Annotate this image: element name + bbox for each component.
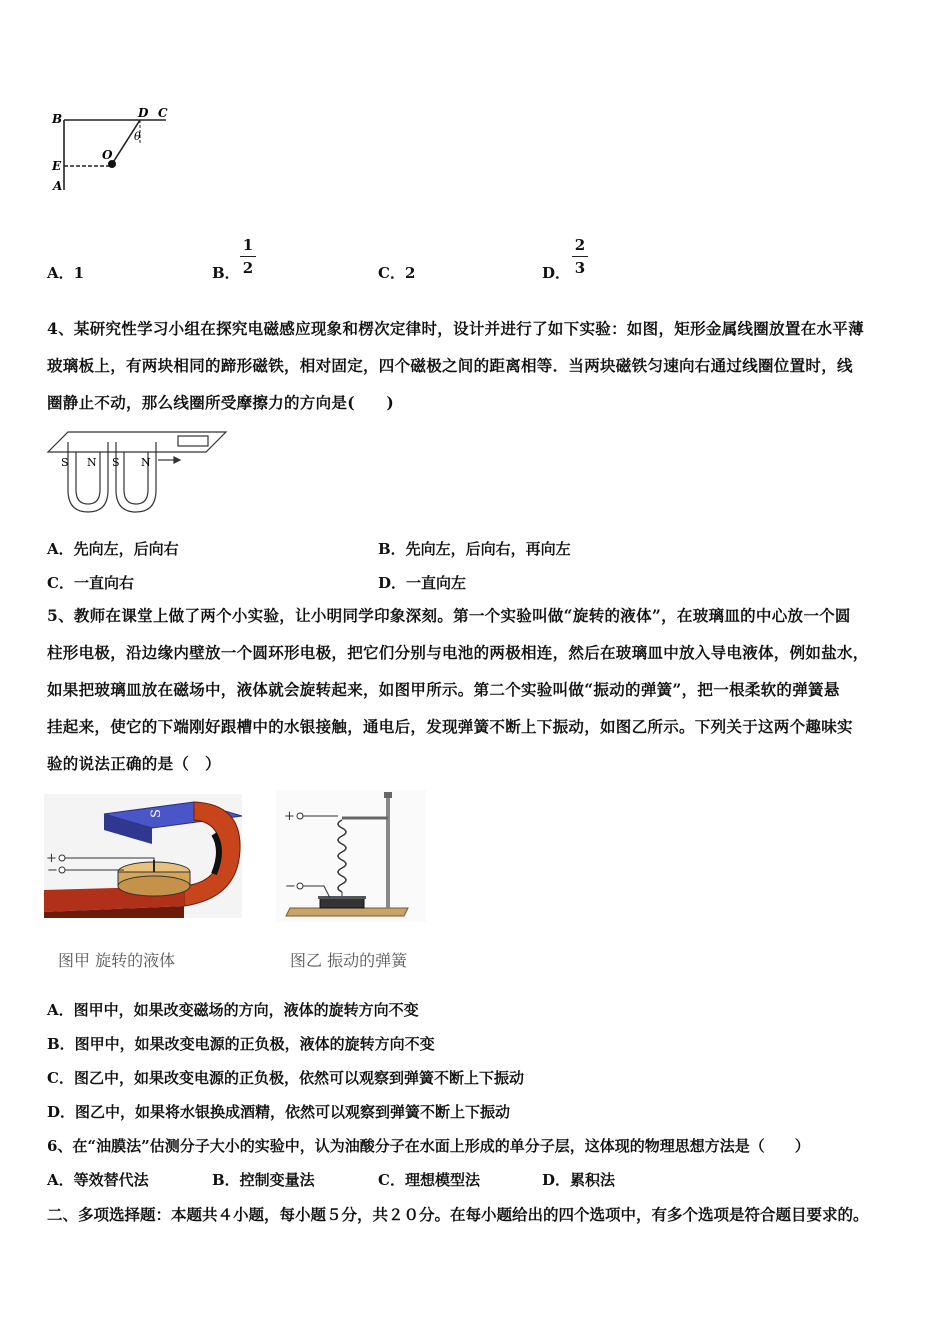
q3-option-b-fraction: 1 2	[240, 236, 256, 277]
q3-figure	[48, 104, 178, 196]
q5-option-a[interactable]: A．图甲中，如果改变磁场的方向，液体的旋转方向不变	[47, 1001, 419, 1019]
label-b: B	[52, 112, 63, 126]
caption-figure-jia: 图甲 旋转的液体	[58, 951, 176, 970]
label-c: C	[158, 106, 168, 120]
q4-line-2: 玻璃板上，有两块相同的蹄形磁铁，相对固定，四个磁极之间的距离相等．当两块磁铁匀速向右通过线圈位置时，线	[47, 356, 853, 375]
q3-option-d[interactable]: D．	[542, 264, 571, 282]
magnet-pole-2: N	[87, 456, 97, 469]
q5-line-1: 5、教师在课堂上做了两个小实验，让小明同学印象深刻。第一个实验叫做“旋转的液体”，在玻璃皿的中心放一个圆	[47, 606, 851, 625]
label-e: E	[52, 159, 62, 173]
q4-option-b[interactable]: B．先向左，后向右，再向左	[378, 540, 571, 558]
q5-option-b[interactable]: B．图甲中，如果改变电源的正负极，液体的旋转方向不变	[47, 1035, 435, 1053]
q5-option-c[interactable]: C．图乙中，如果改变电源的正负极，依然可以观察到弹簧不断上下振动	[47, 1069, 524, 1087]
label-o: O	[102, 148, 113, 162]
q6-option-d[interactable]: D．累积法	[542, 1171, 616, 1189]
q6-stem: 6、在“油膜法”估测分子大小的实验中，认为油酸分子在水面上形成的单分子层，这体现的物理思想方法是（ ）	[47, 1137, 810, 1155]
q4-line-1: 4、某研究性学习小组在探究电磁感应现象和楞次定律时，设计并进行了如下实验：如图，矩形金属线圈放置在水平薄	[47, 319, 864, 338]
q3-option-b[interactable]: B．	[212, 264, 240, 282]
caption-figure-yi: 图乙 振动的弹簧	[290, 951, 408, 970]
q6-option-c[interactable]: C．理想模型法	[378, 1171, 480, 1189]
q5-figure-rotating-liquid	[44, 794, 242, 918]
q5-line-2: 柱形电极，沿边缘内壁放一个圆环形电极，把它们分别与电池的两极相连，然后在玻璃皿中放入导电液体，例如盐水，	[47, 643, 869, 662]
q5-line-4: 挂起来，使它的下端刚好跟槽中的水银接触，通电后，发现弹簧不断上下振动，如图乙所示。下列关于这两个趣味实	[47, 717, 853, 736]
q5-option-d[interactable]: D．图乙中，如果将水银换成酒精，依然可以观察到弹簧不断上下振动	[47, 1103, 511, 1121]
label-a: A	[53, 179, 63, 193]
q6-option-b[interactable]: B．控制变量法	[212, 1171, 315, 1189]
magnet-pole-3: S	[112, 456, 120, 469]
q4-option-d[interactable]: D．一直向左	[378, 574, 467, 592]
q4-line-3: 圈静止不动，那么线圈所受摩擦力的方向是( )	[47, 393, 395, 412]
plus-terminal-right: +	[284, 809, 295, 824]
q4-figure-magnets	[46, 428, 230, 518]
magnet-pole-1: S	[61, 456, 69, 469]
label-d: D	[138, 106, 149, 120]
magnet-pole-4: N	[141, 456, 151, 469]
q4-stem	[47, 310, 917, 421]
q6-option-a[interactable]: A．等效替代法	[47, 1171, 149, 1189]
section-2-heading: 二、多项选择题：本题共４小题，每小题５分，共２０分。在每小题给出的四个选项中，有多个选项是符合题目要求的。	[47, 1205, 869, 1224]
q5-figure-vibrating-spring	[276, 790, 426, 922]
q3-option-c[interactable]: C．2	[378, 264, 416, 282]
minus-terminal-left: −	[47, 863, 58, 878]
q4-option-c[interactable]: C．一直向右	[47, 574, 134, 592]
q5-stem	[47, 597, 917, 782]
label-theta: θ	[134, 130, 141, 143]
magnet-pole-s: S	[149, 809, 164, 818]
q5-line-5: 验的说法正确的是（ ）	[47, 754, 221, 773]
q5-line-3: 如果把玻璃皿放在磁场中，液体就会旋转起来，如图甲所示。第二个实验叫做“振动的弹簧”，把一根柔软的弹簧悬	[47, 680, 840, 699]
q3-option-a[interactable]: A．1	[47, 264, 85, 282]
q4-option-a[interactable]: A．先向左，后向右	[47, 540, 179, 558]
minus-terminal-right: −	[285, 879, 296, 894]
plus-terminal-left: +	[46, 851, 57, 866]
q3-option-d-fraction: 2 3	[572, 236, 588, 277]
